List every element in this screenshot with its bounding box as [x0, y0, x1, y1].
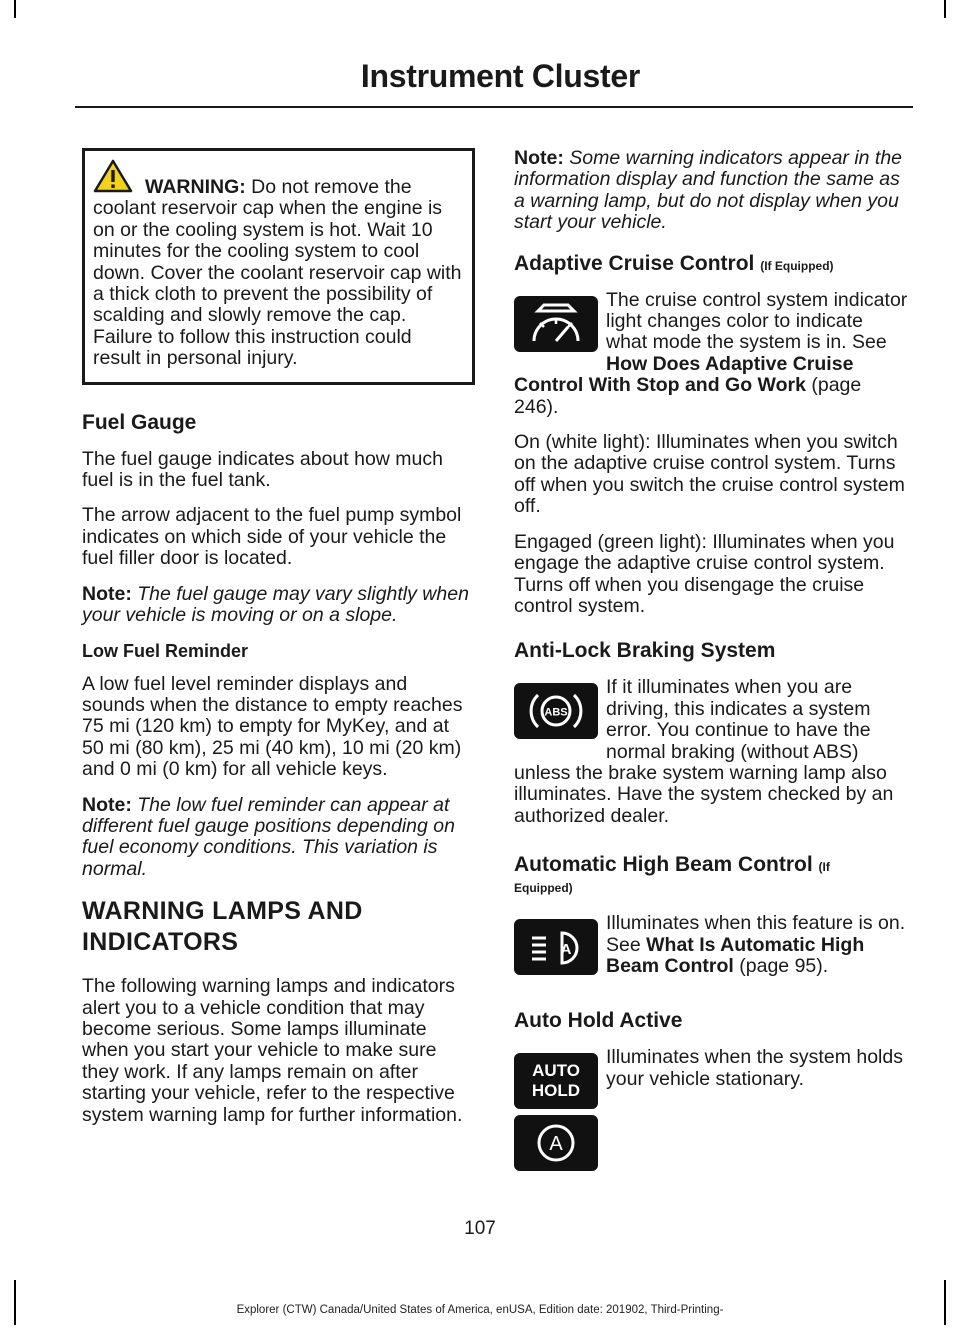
auto-hold-section	[514, 1046, 909, 1156]
auto-hold-heading: Auto Hold Active	[514, 1009, 683, 1033]
warning-box	[82, 148, 475, 385]
low-fuel-p1: A low fuel level reminder displays and sounds when the distance to empty reaches 75 mi (120 km) to empty for MyKey, and at 50 mi (80 km), 25 mi (40 km), 10 mi (20 km) and 0 mi (0 km) for all vehicle keys.	[82, 672, 463, 781]
ahb-p1: Illuminates when this feature is on. See What Is Automatic High Beam Control (page 95).	[606, 912, 906, 977]
ahb-section	[514, 913, 909, 987]
warning-text: Do not remove the coolant reservoir cap when the engine is on or the cooling system is hot. Wait 10 minutes for the cooling system to cool down. Cover the coolant reservoir cap with a thick cloth to prevent the possibility of scalding and slowly remove the cap. Failure to follow this instruction could result in personal injury.	[93, 176, 462, 370]
crop-mark	[944, 1280, 946, 1325]
header-rule	[75, 106, 913, 108]
warning-triangle-icon	[93, 159, 133, 193]
warning-lamps-p1: The following warning lamps and indicators alert you to a vehicle condition that may become serious. Some lamps illuminate when you start your vehicle to make sure they work. If any lamps remain on after starting your vehicle, refer to the respective system warning lamp for further information.	[82, 975, 463, 1126]
abs-section	[514, 677, 909, 827]
right-note: Note: Some warning indicators appear in the information display and function the same as a warning lamp, but do not display when you start your vehicle.	[514, 147, 903, 234]
crop-mark	[14, 1280, 16, 1325]
crop-mark	[944, 0, 946, 18]
ahb-tag-line2: Equipped)	[514, 881, 573, 896]
warning-label: WARNING:	[145, 176, 246, 198]
adaptive-cruise-icon	[514, 296, 598, 352]
fuel-gauge-note: Note: The fuel gauge may vary slightly when your vehicle is moving or on a slope.	[82, 582, 469, 627]
acc-page-link[interactable]: How Does Adaptive Cruise Control With Stop and Go Work	[514, 352, 854, 397]
ahb-heading: Automatic High Beam Control (If	[514, 853, 830, 877]
auto-hold-a-icon	[514, 1115, 598, 1171]
fuel-gauge-heading: Fuel Gauge	[82, 410, 197, 434]
left-column	[82, 148, 475, 1140]
page-number: 107	[464, 1218, 496, 1239]
adaptive-cruise-glyph	[524, 301, 588, 347]
abs-icon-label: ABS	[544, 706, 568, 719]
right-column	[514, 148, 909, 1171]
auto-high-beam-glyph	[524, 924, 588, 970]
warning-lamps-heading: WARNING LAMPS AND INDICATORS	[82, 897, 363, 957]
auto-hold-a-label: A	[549, 1133, 563, 1156]
ahb-icon-label: A	[560, 941, 572, 959]
acc-section	[514, 290, 909, 418]
footer-text: Explorer (CTW) Canada/United States of America, enUSA, Edition date: 201902, Third-Printing-	[236, 1304, 724, 1316]
acc-heading: Adaptive Cruise Control (If Equipped)	[514, 251, 834, 275]
low-fuel-heading: Low Fuel Reminder	[82, 640, 249, 661]
low-fuel-note: Note: The low fuel reminder can appear at different fuel gauge positions depending on fuel economy conditions. This variation is normal.	[82, 793, 455, 880]
auto-hold-p1: Illuminates when the system holds your vehicle stationary.	[606, 1046, 903, 1090]
crop-mark	[14, 0, 16, 18]
page-title: Instrument Cluster	[360, 58, 640, 94]
auto-hold-icon: AUTO HOLD	[514, 1053, 598, 1109]
auto-high-beam-icon	[514, 919, 598, 975]
acc-p2: On (white light): Illuminates when you switch on the adaptive cruise control system. Turns off when you switch the cruise control system off.	[514, 431, 905, 518]
auto-hold-a-glyph	[524, 1120, 588, 1166]
ahb-page-link[interactable]: What Is Automatic High Beam Control	[606, 933, 865, 977]
acc-p3: Engaged (green light): Illuminates when you engage the adaptive cruise control system. Turns off when you disengage the cruise control system.	[514, 530, 895, 617]
abs-heading: Anti-Lock Braking System	[514, 639, 776, 663]
abs-p1: If it illuminates when you are driving, this indicates a system error. You continue to have the normal braking (without ABS) unless the brake system warning lamp also illuminates. Have the system checked by an authorized dealer.	[514, 676, 894, 827]
fuel-gauge-p1: The fuel gauge indicates about how much fuel is in the fuel tank.	[82, 447, 443, 492]
acc-p1: The cruise control system indicator light changes color to indicate what mode the system is in. See How Does Adaptive Cruise Control With Stop and Go Work (page 246).	[514, 288, 908, 418]
abs-icon	[514, 683, 598, 739]
fuel-gauge-p2: The arrow adjacent to the fuel pump symbol indicates on which side of your vehicle the fuel filler door is located.	[82, 504, 462, 570]
abs-glyph	[524, 688, 588, 734]
